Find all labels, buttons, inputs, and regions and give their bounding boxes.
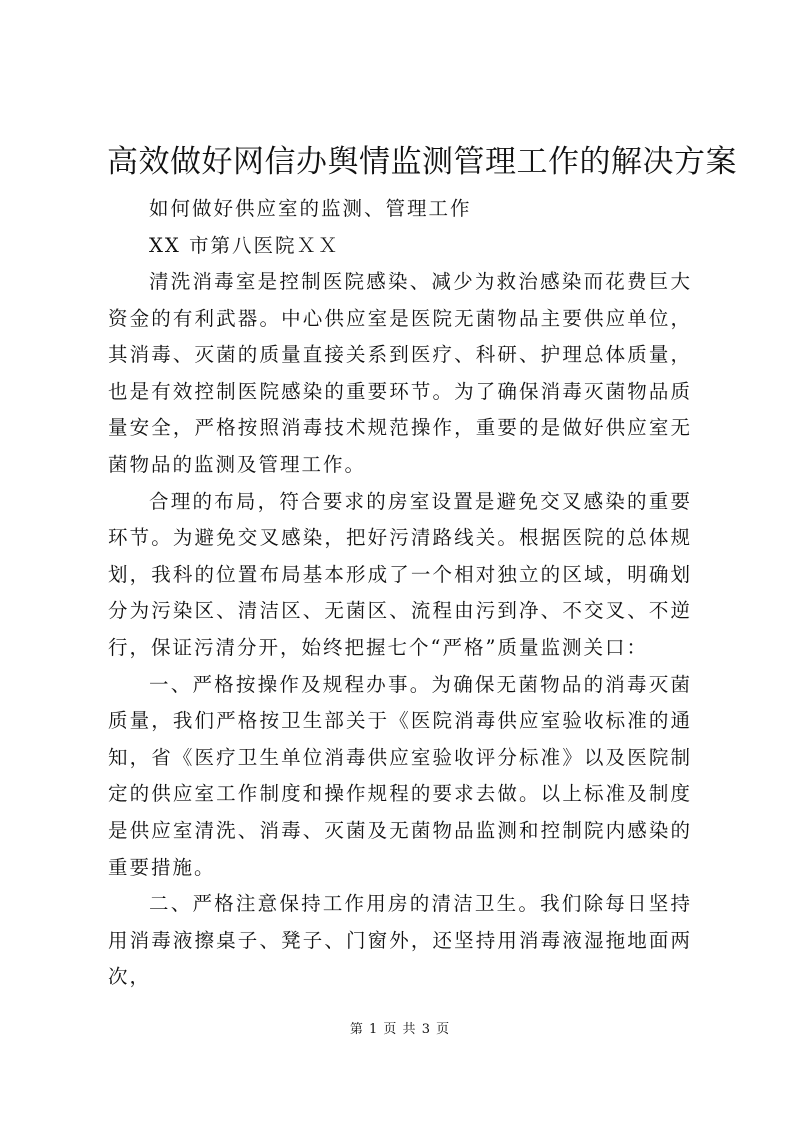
paragraph-1: 清洗消毒室是控制医院感染、减少为救治感染而花费巨大资金的有利武器。中心供应室是医院无菌物品主要供应单位，其消毒、灭菌的质量直接关系到医疗、科研、护理总体质量，也是有效控制医院感染的重要环节。为了确保消毒灭菌物品质量安全，严格按照消毒技术规范操作，重要的是做好供应室无菌物品的监测及管理工作。: [108, 270, 692, 476]
paragraph-3: 一、严格按操作及规程办事。为确保无菌物品的消毒灭菌质量，我们严格按卫生部关于《医院消毒供应室验收标准的通知，省《医疗卫生单位消毒供应室验收评分标准》以及医院制定的供应室工作制度和操作规程的要求去做。以上标准及制度是供应室清洗、消毒、灭菌及无菌物品监测和控制院内感染的重要措施。: [108, 672, 692, 879]
document-subtitle: 如何做好供应室的监测、管理工作: [149, 197, 472, 220]
paragraph-2: 合理的布局，符合要求的房室设置是避免交叉感染的重要环节。为避免交叉感染，把好污清路线关。根据医院的总体规划，我科的位置布局基本形成了一个相对独立的区域，明确划分为污染区、清洁区、无菌区、流程由污到净、不交叉、不逆行，保证污清分开，始终把握七个“严格”质量监测关口：: [108, 489, 692, 659]
author-line: XX 市第八医院ＸＸ: [149, 234, 340, 257]
document-title: 高效做好网信办舆情监测管理工作的解决方案: [107, 144, 737, 180]
paragraph-4: 二、严格注意保持工作用房的清洁卫生。我们除每日坚持用消毒液擦桌子、凳子、门窗外，还坚持用消毒液湿拖地面两次，: [108, 892, 692, 989]
page-footer: 第 1 页 共 3 页: [349, 1022, 451, 1037]
document-body: [108, 190, 692, 996]
